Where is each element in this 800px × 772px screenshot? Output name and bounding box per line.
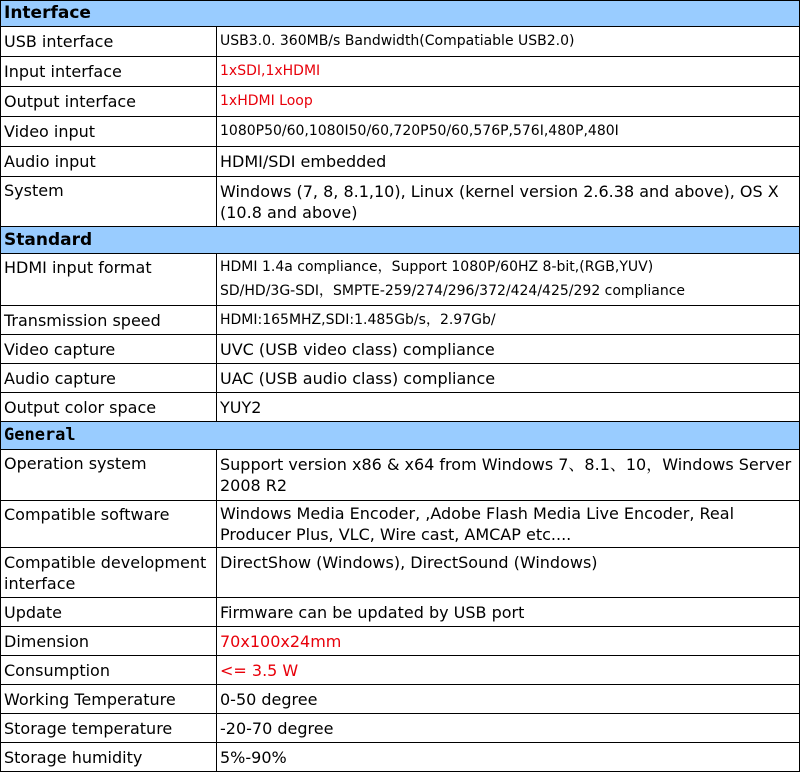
spec-value: Firmware can be updated by USB port [217,598,800,627]
spec-value: 0-50 degree [217,685,800,714]
table-row [1,501,800,548]
spec-label: Video input [1,117,217,147]
section-header-general [1,422,800,450]
spec-label: Consumption [1,656,217,685]
table-row [1,27,800,57]
section-header-interface [1,1,800,27]
table-row [1,656,800,685]
spec-value: YUY2 [217,393,800,422]
spec-label: Audio input [1,147,217,177]
spec-label: Dimension [1,627,217,656]
spec-label: Output interface [1,87,217,117]
table-row [1,393,800,422]
table-row [1,714,800,743]
spec-value: UVC (USB video class) compliance [217,335,800,364]
spec-value: 1080P50/60,1080I50/60,720P50/60,576P,576I,480P,480I [217,117,800,147]
spec-label: Storage humidity [1,743,217,772]
table-row [1,598,800,627]
table-row [1,743,800,772]
spec-label: Input interface [1,57,217,87]
section-title: General [1,422,800,450]
spec-value: 1xSDI,1xHDMI [217,57,800,87]
table-row [1,364,800,393]
table-row [1,548,800,598]
table-row [1,177,800,227]
spec-value: HDMI:165MHZ,SDI:1.485Gb/s，2.97Gb/ [217,306,800,335]
section-title: Interface [1,1,800,27]
spec-label: HDMI input format [1,254,217,306]
spec-value-line: HDMI 1.4a compliance，Support 1080P/60HZ 8-bit,(RGB,YUV) [220,259,654,275]
spec-label: System [1,177,217,227]
spec-value-line: SD/HD/3G-SDI，SMPTE-259/274/296/372/424/425/292 compliance [220,283,686,299]
spec-value: -20-70 degree [217,714,800,743]
table-row [1,57,800,87]
table-row [1,450,800,501]
spec-value: USB3.0. 360MB/s Bandwidth(Compatiable USB2.0) [217,27,800,57]
table-row [1,254,800,306]
spec-label: Video capture [1,335,217,364]
spec-value: <= 3.5 W [217,656,800,685]
table-row [1,335,800,364]
spec-value [217,254,800,306]
spec-value: Windows Media Encoder, ,Adobe Flash Media Live Encoder, Real Producer Plus, VLC, Wire cast, AMCAP etc.... [217,501,800,548]
spec-label: Compatible development interface [1,548,217,598]
spec-value: 1xHDMI Loop [217,87,800,117]
section-header-standard [1,227,800,254]
table-row [1,147,800,177]
spec-label: Audio capture [1,364,217,393]
spec-label: Compatible software [1,501,217,548]
spec-label: Operation system [1,450,217,501]
spec-label: Working Temperature [1,685,217,714]
spec-value: Windows (7, 8, 8.1,10), Linux (kernel version 2.6.38 and above), OS X (10.8 and above) [217,177,800,227]
spec-value: UAC (USB audio class) compliance [217,364,800,393]
spec-label: Transmission speed [1,306,217,335]
spec-value: HDMI/SDI embedded [217,147,800,177]
section-title: Standard [1,227,800,254]
table-row [1,306,800,335]
table-row [1,87,800,117]
table-row [1,117,800,147]
spec-label: Storage temperature [1,714,217,743]
spec-label: Update [1,598,217,627]
spec-label: USB interface [1,27,217,57]
spec-value: 5%-90% [217,743,800,772]
table-row [1,685,800,714]
table-row [1,627,800,656]
spec-value: DirectShow (Windows), DirectSound (Windows) [217,548,800,598]
spec-label: Output color space [1,393,217,422]
spec-value: Support version x86 & x64 from Windows 7、8.1、10，Windows Server 2008 R2 [217,450,800,501]
spec-value: 70x100x24mm [217,627,800,656]
